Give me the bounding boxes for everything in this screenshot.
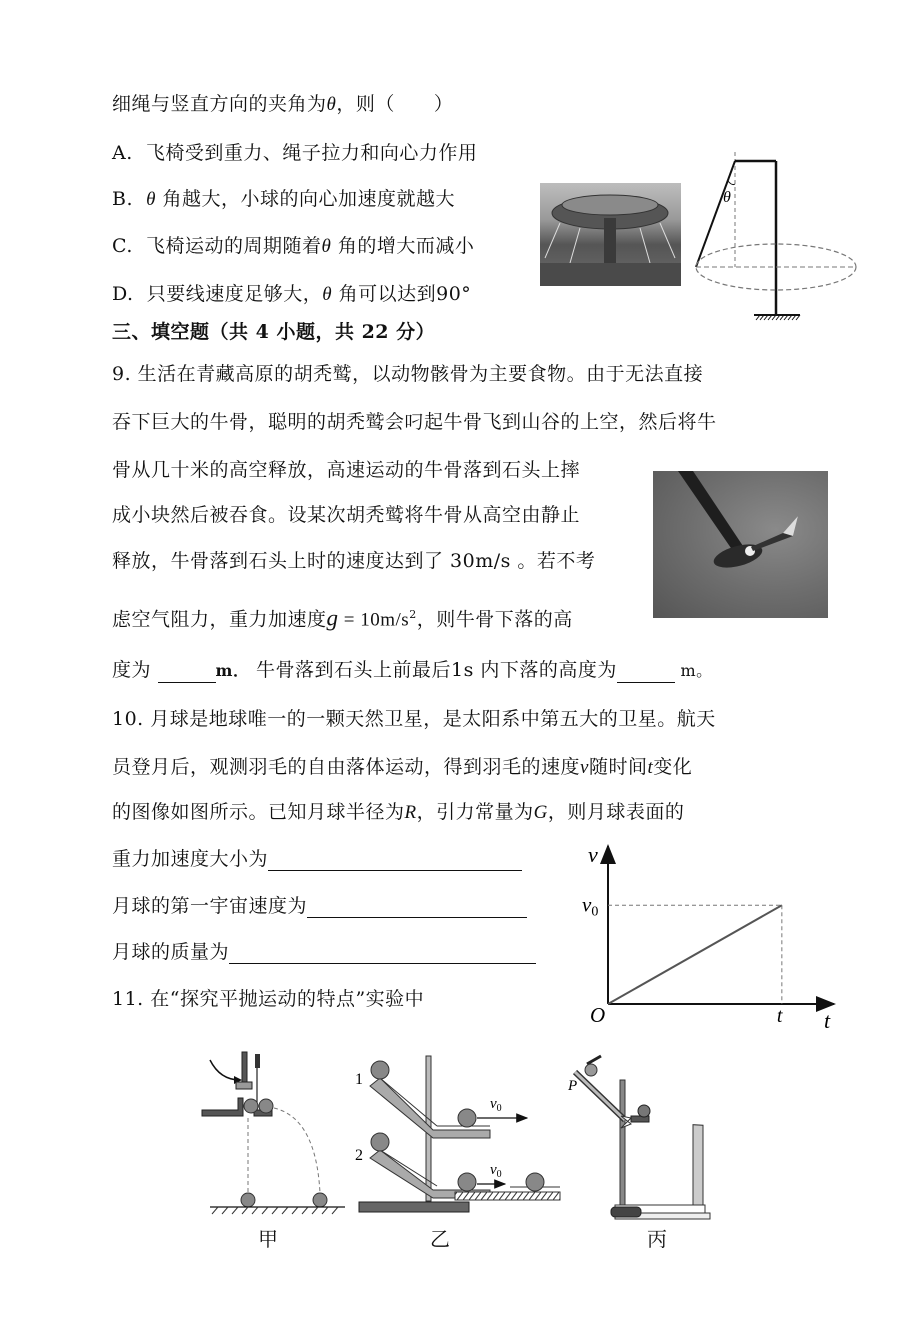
q9-text: ，则牛骨下落的高 <box>416 608 573 631</box>
x-axis-label: t <box>824 1008 831 1033</box>
figure-jia-apparatus <box>200 1048 350 1218</box>
theta-symbol: θ <box>146 189 156 210</box>
q8-option-d[interactable] <box>112 282 471 307</box>
series-line <box>608 905 782 1004</box>
angle-arc <box>728 181 735 185</box>
horizontal-track <box>455 1192 560 1200</box>
ball-on-rail <box>585 1064 597 1076</box>
ramp-2-ball-exit <box>458 1173 476 1191</box>
option-label: A. <box>112 142 133 164</box>
q10-text: 月球的质量为 <box>112 941 230 963</box>
q10-text: 的图像如图所示。已知月球半径为 <box>112 801 405 823</box>
series-group <box>608 905 782 1004</box>
q8-option-c[interactable] <box>112 234 474 259</box>
unit-m: m。 <box>674 661 713 680</box>
theta-label: θ <box>723 189 731 206</box>
unit-m: m． <box>215 661 250 680</box>
ball-a <box>244 1099 258 1113</box>
option-label: B. <box>112 188 134 210</box>
ramp-1-ball-top <box>371 1061 389 1079</box>
rail-stop <box>587 1056 601 1064</box>
stand-rod <box>620 1080 625 1208</box>
option-label: C. <box>112 235 133 257</box>
rope <box>696 161 735 267</box>
G-symbol: G <box>533 802 548 823</box>
option-label: D. <box>112 283 134 305</box>
q10-blank-row-1 <box>112 847 522 871</box>
q10-blank-row-2 <box>112 894 527 918</box>
answer-blank-first-cosmic-velocity[interactable] <box>307 897 527 918</box>
q9-line-2: 吞下巨大的牛骨，聪明的胡秃鹫会叼起牛骨飞到山谷的上空，然后将牛 <box>112 411 717 433</box>
x-tick-label: t <box>776 1005 783 1027</box>
q10-line-3 <box>112 800 684 825</box>
q9-line-7 <box>112 658 713 683</box>
option-text: 飞椅受到重力、绳子拉力和向心力作用 <box>145 142 478 164</box>
q10-text: ，引力常量为 <box>416 801 534 823</box>
figure-bing-apparatus <box>565 1050 715 1225</box>
spring-plate <box>255 1054 260 1068</box>
option-text: 只要线速度足够大， <box>146 283 323 305</box>
y-tick-label <box>582 892 598 919</box>
stand-base <box>611 1207 641 1217</box>
ball-at-exit <box>638 1105 650 1117</box>
option-text: 角可以达到90° <box>338 283 472 305</box>
v0-sub: 0 <box>496 1103 502 1114</box>
v0-label-2 <box>490 1162 502 1180</box>
figure-caption-yi: 乙 <box>430 1227 450 1251</box>
q9-line-6 <box>112 603 573 632</box>
g-value: = 10m/s <box>338 609 410 631</box>
theta-symbol: θ <box>322 284 333 305</box>
answer-blank-gravity[interactable] <box>268 850 522 871</box>
carousel-illustration <box>540 183 681 286</box>
v0-main: v <box>490 1162 497 1178</box>
q11-stem: 11. 在“探究平抛运动的特点”实验中 <box>112 988 425 1010</box>
horizontal-ball <box>526 1173 544 1191</box>
answer-blank-height[interactable] <box>158 662 216 683</box>
hammer-handle <box>242 1052 247 1084</box>
ramp-1-ball-exit <box>458 1109 476 1127</box>
v0-main: v <box>490 1096 497 1112</box>
q9-line-3: 骨从几十米的高空释放，高速运动的牛骨落到石头上摔 <box>112 459 581 481</box>
q10-line-2 <box>112 755 692 780</box>
theta-symbol: θ <box>321 236 332 257</box>
v-t-chart <box>580 838 850 1038</box>
ramp-2-ball-top <box>371 1133 389 1151</box>
answer-blank-moon-mass[interactable] <box>229 943 536 964</box>
q10-text: ，则月球表面的 <box>547 801 685 823</box>
q9-text: 度为 <box>112 659 158 681</box>
q8-option-b[interactable] <box>112 187 455 212</box>
ball-b <box>259 1099 273 1113</box>
q10-text: 随时间 <box>588 756 648 778</box>
q10-blank-row-3 <box>112 940 536 964</box>
q9-line-4: 成小块然后被吞食。设某次胡秃鹫将牛骨从高空由静止 <box>112 504 581 526</box>
v0-label-1 <box>490 1096 502 1114</box>
q8-stem-text: 细绳与竖直方向的夹角为 <box>112 93 327 115</box>
R-symbol: R <box>404 802 417 823</box>
q9-line-1: 9. 生活在青藏高原的胡秃鹫，以动物骸骨为主要食物。由于无法直接 <box>112 363 704 385</box>
g-exponent: 2 <box>409 608 417 621</box>
parabolic-path <box>274 1108 320 1193</box>
platform-left <box>202 1098 243 1116</box>
t-symbol: t <box>647 757 654 778</box>
p-label: P <box>568 1078 578 1094</box>
carousel-photo <box>540 183 681 286</box>
q8-stem-paren: ，则（ ） <box>336 93 454 115</box>
q9-line-5: 释放，牛骨落到石头上时的速度达到了 30m/s 。若不考 <box>112 550 596 572</box>
q8-option-a[interactable] <box>112 141 477 165</box>
eagle-illustration <box>653 471 828 618</box>
answer-blank-last-second[interactable] <box>617 662 675 683</box>
figure-caption-jia: 甲 <box>258 1227 278 1251</box>
q10-text: 变化 <box>653 756 693 778</box>
ball-b-landed <box>313 1193 327 1207</box>
q10-line-1: 10. 月球是地球唯一的一颗天然卫星，是太阳系中第五大的卫星。航天 <box>112 708 716 730</box>
figure-caption-bing: 丙 <box>647 1227 667 1251</box>
hammer-head <box>236 1082 252 1089</box>
option-text: 角越大，小球的向心加速度就越大 <box>162 188 456 210</box>
q9-text: 牛骨落到石头上前最后1s 内下落的高度为 <box>256 659 617 681</box>
vertical-board <box>693 1125 703 1218</box>
v-symbol: v <box>580 757 589 778</box>
v0-sub: 0 <box>496 1169 502 1180</box>
y-tick-main: v <box>582 892 592 917</box>
q10-text: 员登月后，观测羽毛的自由落体运动，得到羽毛的速度 <box>112 756 581 778</box>
ramp-number-2: 2 <box>355 1147 363 1164</box>
option-text: 角的增大而减小 <box>337 235 475 257</box>
option-text: 飞椅运动的周期随着 <box>146 235 322 257</box>
y-tick-sub: 0 <box>591 904 599 920</box>
g-symbol: g <box>326 605 339 631</box>
origin-label: O <box>590 1003 606 1027</box>
stand-base <box>359 1202 469 1212</box>
q10-text: 月球的第一宇宙速度为 <box>112 895 308 917</box>
figure-yi-apparatus <box>355 1048 565 1223</box>
q9-text: 虑空气阻力，重力加速度 <box>112 608 327 631</box>
y-axis-label: v <box>588 842 598 867</box>
q8-stem <box>112 92 453 117</box>
ramp-number-1: 1 <box>355 1071 363 1088</box>
ball-a-landed <box>241 1193 255 1207</box>
theta-symbol: θ <box>326 94 337 115</box>
q10-text: 重力加速度大小为 <box>112 848 269 870</box>
conical-pendulum-diagram <box>690 152 875 327</box>
eagle-photo <box>653 471 828 618</box>
section-heading: 三、填空题（共 4 小题，共 22 分） <box>112 321 436 343</box>
